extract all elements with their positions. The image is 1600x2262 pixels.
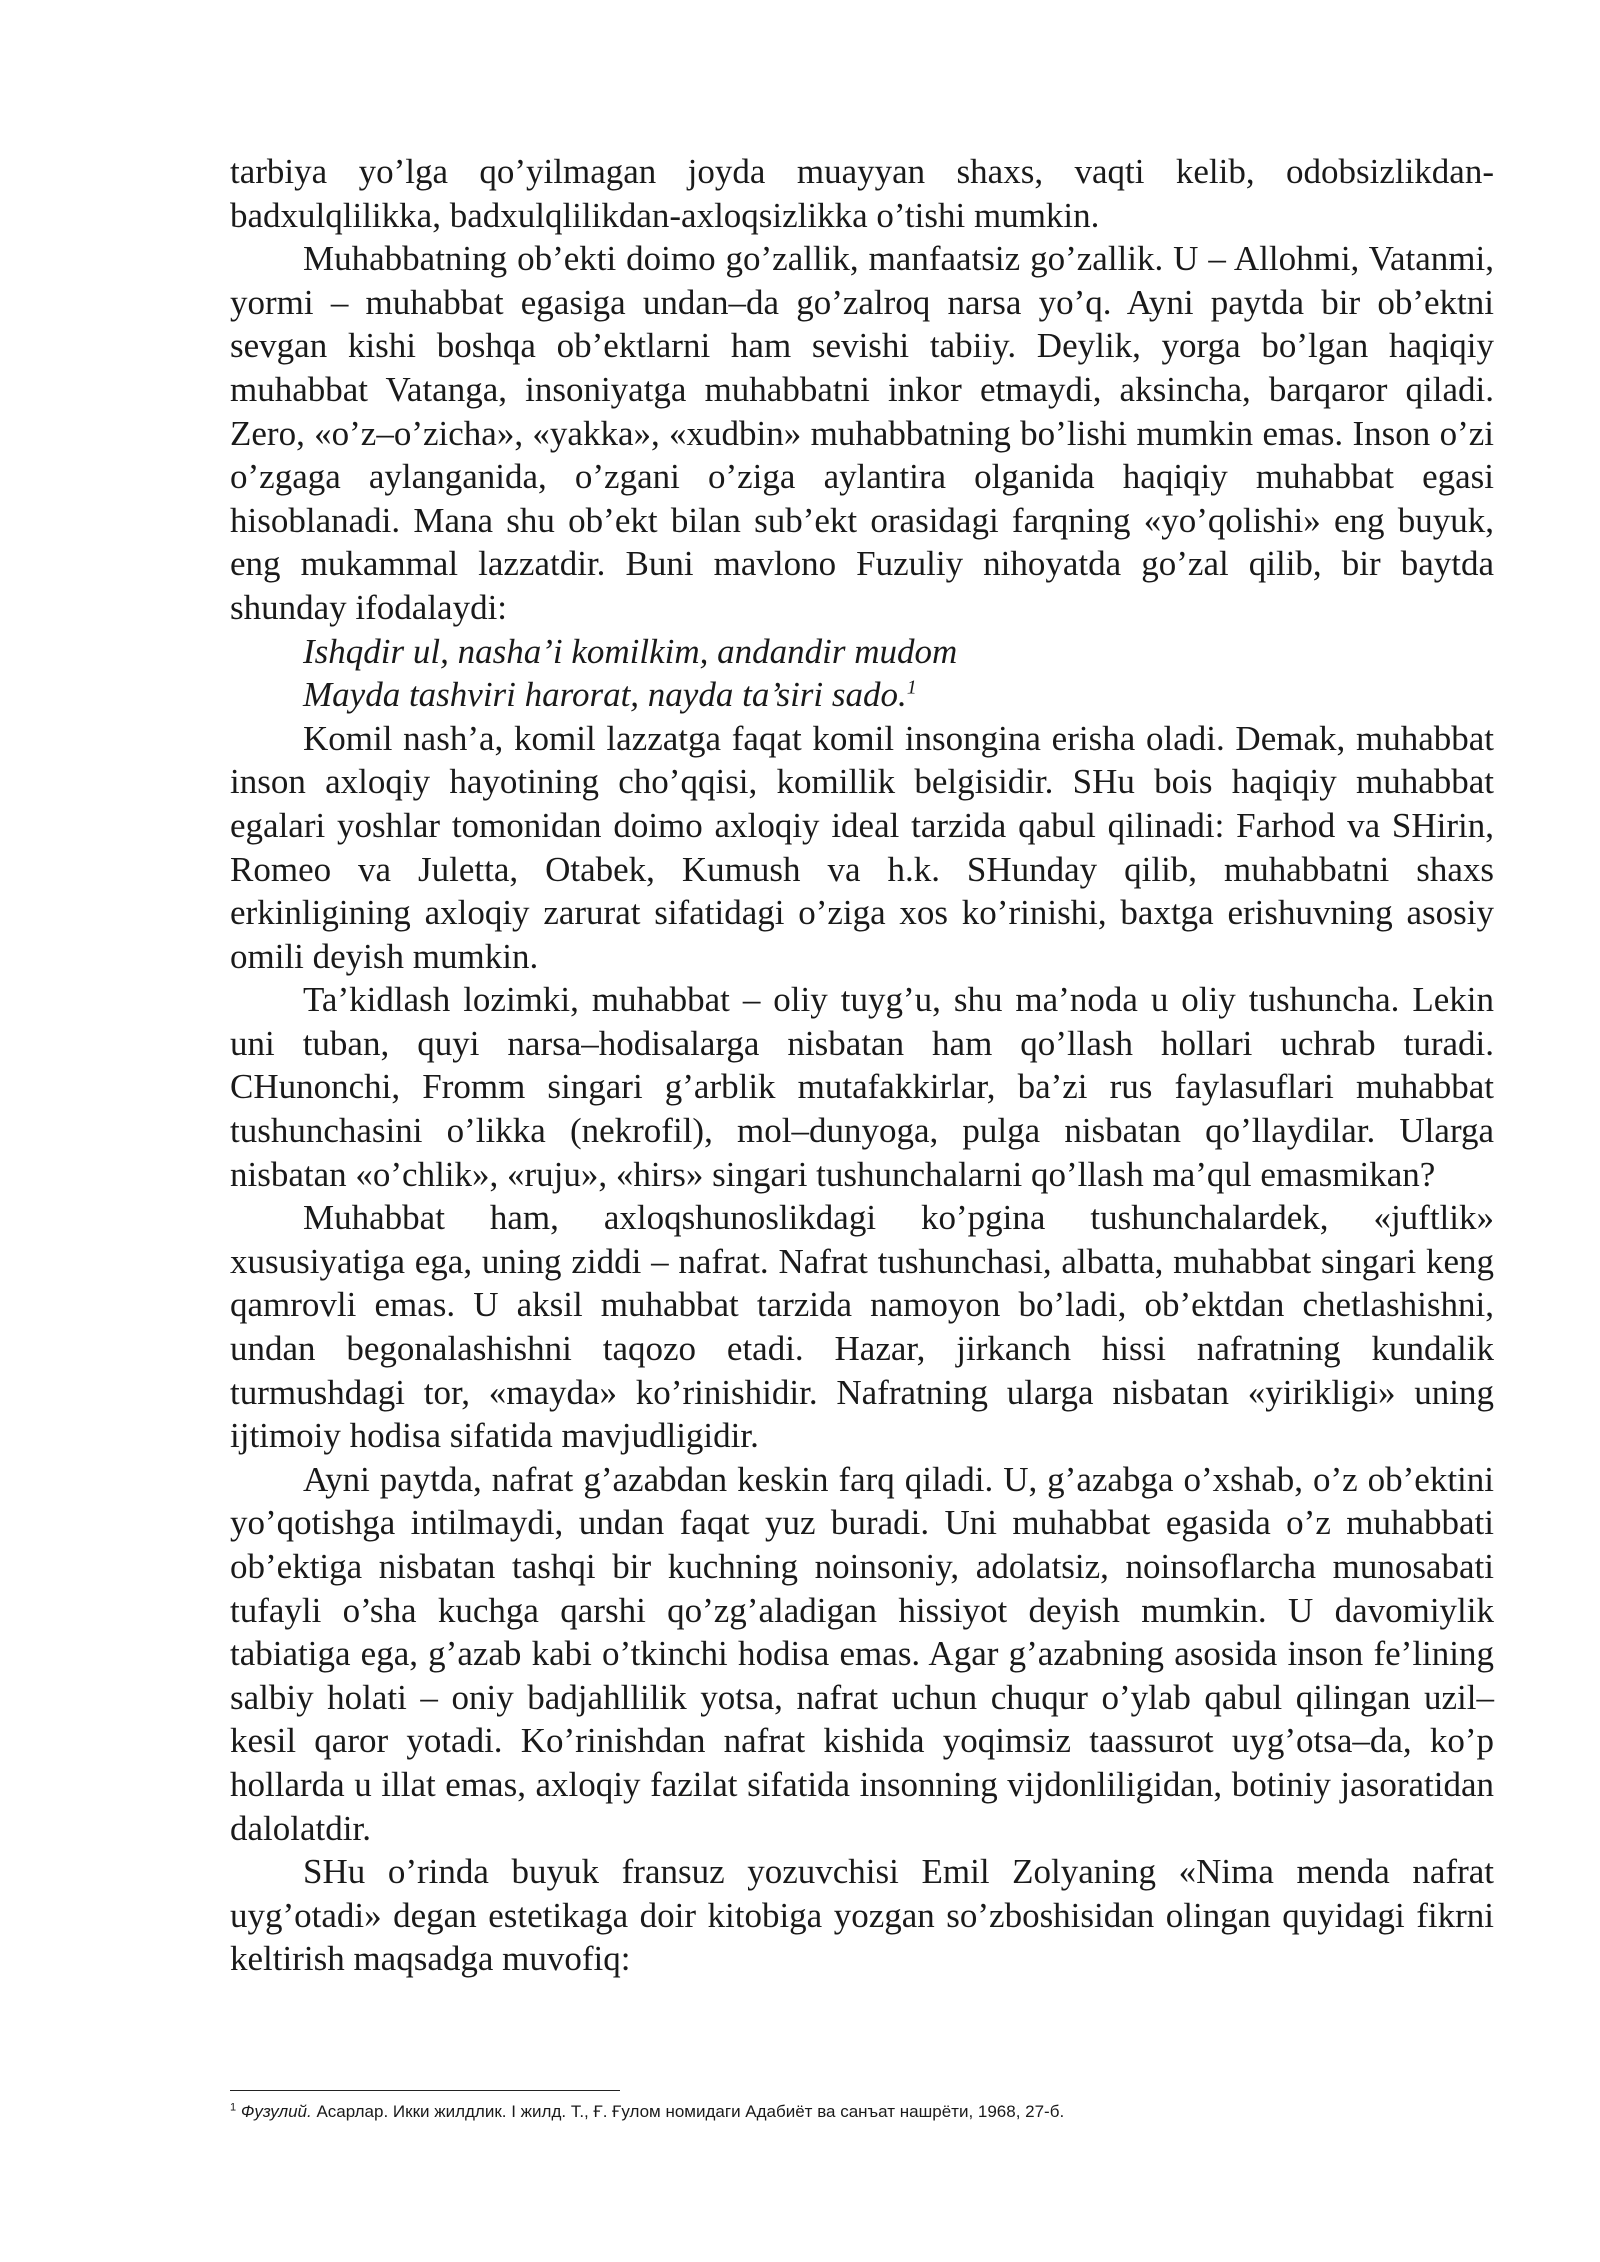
paragraph-4: Ta’kidlash lozimki, muhabbat – oliy tuyg’u, shu ma’noda u oliy tushuncha. Lekin uni tuban, quyi narsa–hodisalarga nisbatan ham qo’llash hollari uchrab turadi. CHunonchi, Fromm singari g’arblik mutafakkirlar, ba’zi rus faylasuflari muhabbat tushunchasini o’likka (nekrofil), mol–dunyoga, pulga nisbatan qo’llaydilar. Ularga nisbatan «o’chlik», «ruju», «hirs» singari tushunchalarni qo’llash ma’qul emasmikan? xyxy=(230,980,1494,1194)
document-body xyxy=(230,150,1494,1981)
paragraph-1: tarbiya yo’lga qo’yilmagan joyda muayyan shaxs, vaqti kelib, odobsizlikdan-badxulqlilikka, badxulqlilikdan-axloqsizlikka o’tishi mumkin. xyxy=(230,152,1494,235)
verse-line-1: Ishqdir ul, nasha’i komilkim, andandir mudom xyxy=(303,631,958,671)
verse-line-2 xyxy=(230,673,1494,717)
verse-line-2-text: Mayda tashviri harorat, nayda ta’siri sado. xyxy=(303,675,907,715)
verse-block xyxy=(230,630,1494,717)
paragraph-7: SHu o’rinda buyuk fransuz yozuvchisi Emil Zolyaning «Nima menda nafrat uyg’otadi» degan estetikaga doir kitobiga yozgan so’zboshisidan olingan quyidagi fikrni keltirish maqsadga muvofiq: xyxy=(230,1852,1494,1979)
footnote-author: Фузулий. xyxy=(240,2102,312,2121)
footnote-separator xyxy=(230,2090,620,2091)
footnote-text: Асарлар. Икки жилдлик. I жилд. Т., Ғ. Ғулом номидаги Адабиёт ва санъат нашрёти, 1968, 27-б. xyxy=(311,2102,1065,2121)
footnote-mark: 1 xyxy=(230,2101,237,2114)
footnote xyxy=(230,2100,1494,2124)
paragraph-3: Komil nash’a, komil lazzatga faqat komil insongina erisha oladi. Demak, muhabbat inson axloqiy hayotining cho’qqisi, komillik belgisidir. SHu bois haqiqiy muhabbat egalari yoshlar tomonidan doimo axloqiy ideal tarzida qabul qilinadi: Farhod va SHirin, Romeo va Juletta, Otabek, Kumush va h.k. SHunday qilib, muhabbatni shaxs erkinligining axloqiy zarurat sifatidagi o’ziga xos ko’rinishi, baxtga erishuvning asosiy omili deyish mumkin. xyxy=(230,718,1494,976)
paragraph-2: Muhabbatning ob’ekti doimo go’zallik, manfaatsiz go’zallik. U – Allohmi, Vatanmi, yormi – muhabbat egasiga undan–da go’zalroq narsa yo’q. Ayni paytda bir ob’ektni sevgan kishi boshqa ob’ektlarni ham sevishi tabiiy. Deylik, yorga bo’lgan haqiqiy muhabbat Vatanga, insoniyatga muhabbatni inkor etmaydi, aksincha, barqaror qiladi. Zero, «o’z–o’zicha», «yakka», «xudbin» muhabbatning bo’lishi mumkin emas. Inson o’zi o’zgaga aylanganida, o’zgani o’ziga aylantira olganida haqiqiy muhabbat egasi hisoblanadi. Mana shu ob’ekt bilan sub’ekt orasidagi farqning «yo’qolishi» eng buyuk, eng mukammal lazzatdir. Buni mavlono Fuzuliy nihoyatda go’zal qilib, bir baytda shunday ifodalaydi: xyxy=(230,239,1494,627)
paragraph-5: Muhabbat ham, axloqshunoslikdagi ko’pgina tushunchalardek, «juftlik» xususiyatiga ega, uning ziddi – nafrat. Nafrat tushunchasi, albatta, muhabbat singari keng qamrovli emas. U aksil muhabbat tarzida namoyon bo’ladi, ob’ektdan chetlashishni, undan begonalashishni taqozo etadi. Hazar, jirkanch hissi nafratning kundalik turmushdagi tor, «mayda» ko’rinishidir. Nafratning ularga nisbatan «yirikligi» uning ijtimoiy hodisa sifatida mavjudligidir. xyxy=(230,1198,1494,1456)
footnote-reference[interactable]: 1 xyxy=(906,676,917,699)
paragraph-6: Ayni paytda, nafrat g’azabdan keskin farq qiladi. U, g’azabga o’xshab, o’z ob’ektini yo’qotishga intilmaydi, undan faqat yuz buradi. Uni muhabbat egasida o’z muhabbati ob’ektiga nisbatan tashqi bir kuchning noinsoniy, adolatsiz, noinsoflarcha munosabati tufayli o’sha kuchga qarshi qo’zg’aladigan hissiyot deyish mumkin. U davomiylik tabiatiga ega, g’azab kabi o’tkinchi hodisa emas. Agar g’azabning asosida inson fe’lining salbiy holati – oniy badjahllilik yotsa, nafrat uchun chuqur o’ylab qabul qilingan uzil–kesil qaror yotadi. Ko’rinishdan nafrat kishida yoqimsiz taassurot uyg’otsa–da, ko’p hollarda u illat emas, axloqiy fazilat sifatida insonning vijdonliligidan, botiniy jasoratidan dalolatdir. xyxy=(230,1459,1494,1848)
